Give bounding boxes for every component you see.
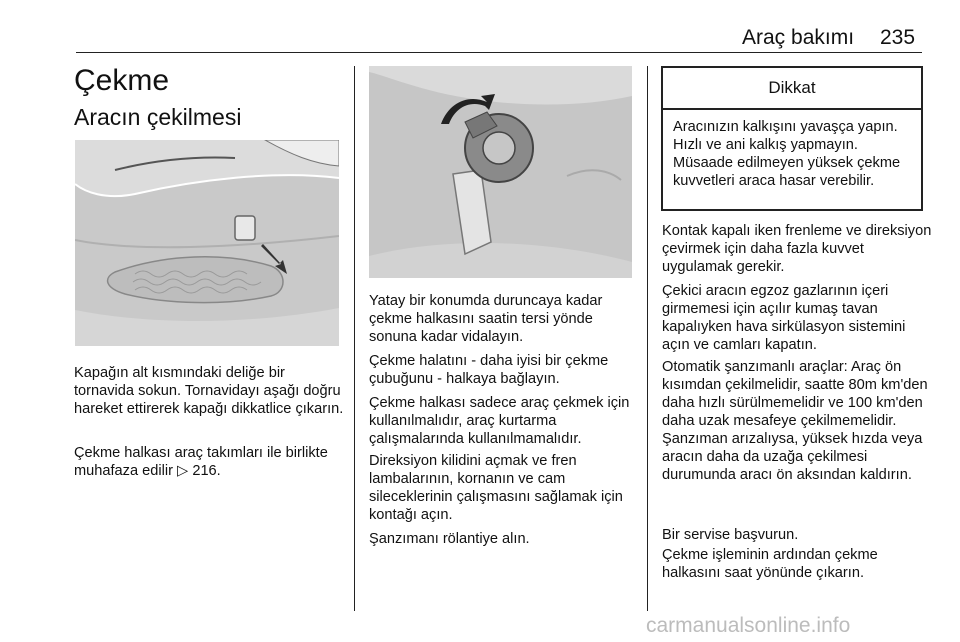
paragraph: Şanzımanı rölantiye alın. [369, 531, 530, 547]
paragraph: Çekme halatını - daha iyisi bir çekme çubuğunu - halkaya bağlayın. [369, 353, 609, 387]
paragraph: Kontak kapalı iken frenleme ve direksiyon çevirmek için daha fazla kuvvet uygulamak gerekir. [662, 223, 932, 275]
column-divider-left [354, 66, 355, 611]
page-number: 235 [880, 26, 916, 49]
paragraph: Otomatik şanzımanlı araçlar: Araç ön kısımdan çekilmelidir, saatte 80m km'den daha hızlı sürülmemelidir ve 100 km'den daha uzak mesafeye çekilmemelidir. Şanzıman arızalıysa, yüksek hızda veya aracın daha da uzağa çekilmesi durumunda aracı ön aksından kaldırın. [662, 359, 928, 483]
section-heading: Çekme [74, 64, 170, 97]
column-divider-right [647, 66, 648, 611]
page-header-title: Araç bakımı [742, 26, 855, 49]
paragraph: Kapağın alt kısmındaki deliğe bir tornavida sokun. Tornavidayı aşağı doğru hareket ettirerek kapağı dikkatlice çıkarın. [74, 365, 344, 417]
paragraph: Çekme halkası sadece araç çekmek için kullanılmalıdır, araç kurtarma çalışmalarında kullanılmamalıdır. [369, 395, 630, 447]
watermark: carmanualsonline.info [646, 614, 851, 637]
paragraph: Bir servise başvurun. [662, 527, 799, 543]
paragraph-text: Çekme halkası araç takımları ile birlikte muhafaza edilir [74, 445, 328, 479]
paragraph [74, 444, 344, 480]
page-reference-arrow-icon: ▷ [177, 463, 189, 479]
paragraph: Çekici aracın egzoz gazlarının içeri girmemesi için açılır kumaş tavan kapalıyken hava sirkülasyon sistemini açın ve camları kapatın. [662, 283, 906, 353]
caution-notice-body: Aracınızın kalkışını yavaşça yapın. Hızlı ve ani kalkış yapmayın. Müsaade edilmeyen yüksek çekme kuvvetleri araca hasar verebilir. [673, 119, 901, 189]
bumper-cover-illustration [75, 140, 339, 346]
paragraph: Yatay bir konumda duruncaya kadar çekme halkasını saatin tersi yönde sonuna kadar vidalayın. [369, 293, 603, 345]
caution-notice-box [661, 66, 923, 211]
page-reference: 216. [192, 463, 221, 479]
paragraph: Çekme işleminin ardından çekme halkasını saat yönünde çıkarın. [662, 547, 878, 581]
header-rule [76, 52, 922, 53]
towing-eye-illustration [369, 66, 632, 278]
section-subheading: Aracın çekilmesi [74, 104, 242, 130]
caution-notice-title: Dikkat [663, 68, 921, 110]
paragraph: Direksiyon kilidini açmak ve fren lambalarının, kornanın ve cam sileceklerinin çalışmasını sağlamak için kontağı açın. [369, 453, 623, 523]
